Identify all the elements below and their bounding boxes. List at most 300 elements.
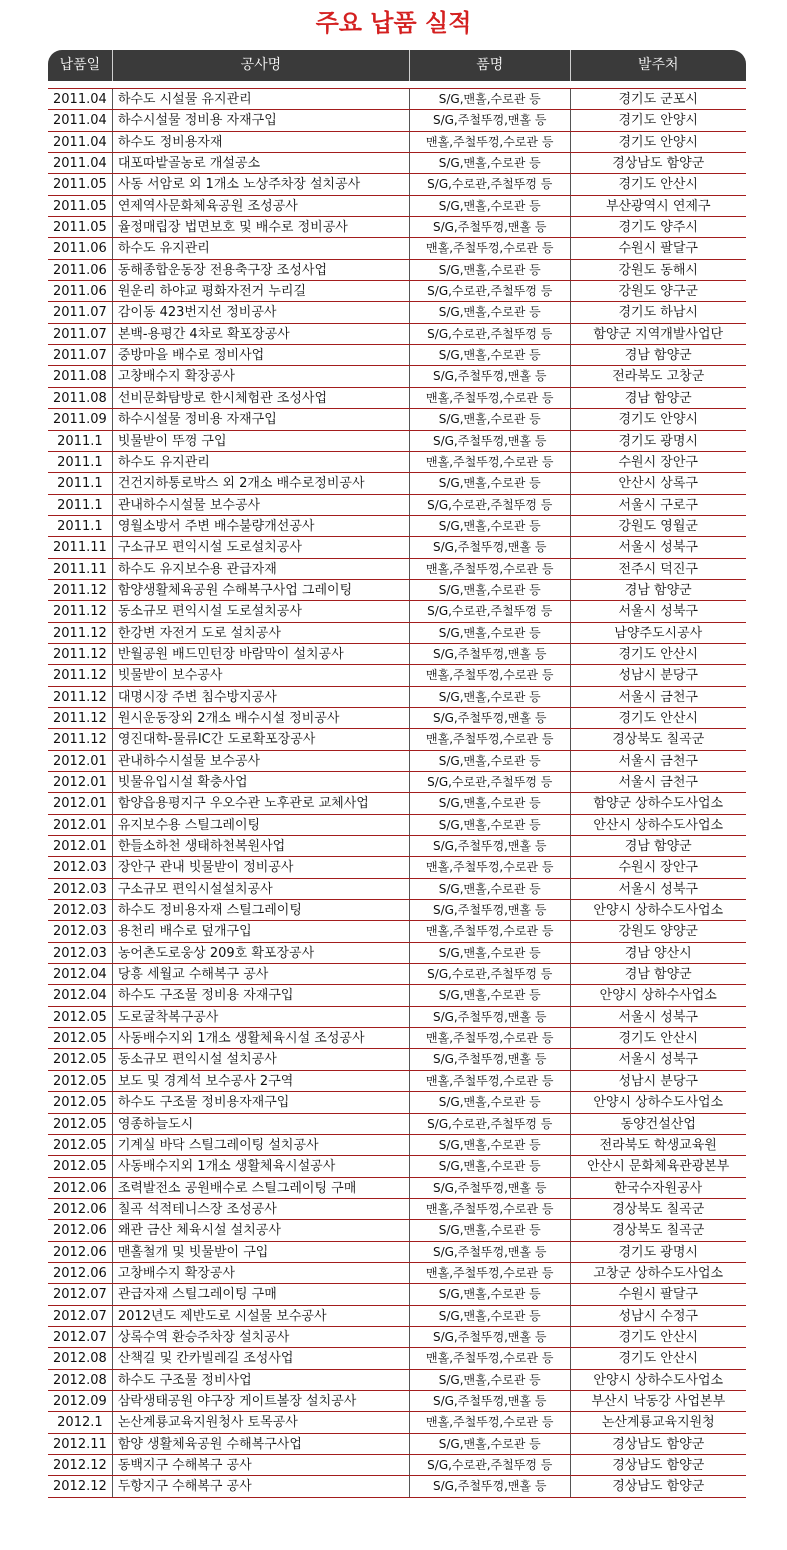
cell-delivery-date: 2012.07 xyxy=(48,1284,113,1304)
cell-product: 맨홀,주철뚜껑,수로관 등 xyxy=(410,388,571,408)
table-row xyxy=(48,921,746,942)
cell-delivery-date: 2012.04 xyxy=(48,964,113,984)
cell-product: 맨홀,주철뚜껑,수로관 등 xyxy=(410,1071,571,1091)
cell-project-name: 삼락생태공원 야구장 게이트볼장 설치공사 xyxy=(113,1391,410,1411)
table-row xyxy=(48,729,746,750)
table-row xyxy=(48,1327,746,1348)
cell-client: 서울시 성북구 xyxy=(618,881,698,897)
cell-product: S/G,맨홀,수로관 등 xyxy=(410,623,571,643)
table-row xyxy=(48,132,746,153)
cell-project-name: 빗물받이 보수공사 xyxy=(113,665,410,685)
cell-delivery-date: 2011.12 xyxy=(48,580,113,600)
cell-project-name: 동소규모 편익시설 도로설치공사 xyxy=(113,601,410,621)
cell-delivery-date: 2011.04 xyxy=(48,153,113,173)
cell-delivery-date: 2011.08 xyxy=(48,388,113,408)
cell-client: 경상북도 칠곡군 xyxy=(612,1223,705,1239)
table-row xyxy=(48,495,746,516)
cell-project-name: 함양생활체육공원 수해복구사업 그레이팅 xyxy=(113,580,410,600)
cell-client: 서울시 구로구 xyxy=(618,497,698,513)
cell-product: S/G,주철뚜껑,맨홀 등 xyxy=(410,836,571,856)
cell-client: 경기도 안산시 xyxy=(618,1329,698,1345)
cell-client: 고창군 상하수도사업소 xyxy=(593,1265,724,1281)
cell-delivery-date: 2011.12 xyxy=(48,729,113,749)
table-row xyxy=(48,772,746,793)
cell-delivery-date: 2012.05 xyxy=(48,1028,113,1048)
cell-client: 경상남도 함양군 xyxy=(612,1458,705,1473)
cell-product: S/G,수로관,주철뚜껑 등 xyxy=(410,964,571,984)
cell-product: S/G,수로관,주철뚜껑 등 xyxy=(410,1455,571,1475)
cell-product: S/G,주철뚜껑,맨홀 등 xyxy=(410,1007,571,1027)
cell-product: S/G,수로관,주철뚜껑 등 xyxy=(410,495,571,515)
table-row xyxy=(48,559,746,580)
cell-delivery-date: 2012.03 xyxy=(48,900,113,920)
table-row xyxy=(48,623,746,644)
table-row xyxy=(48,196,746,217)
cell-client: 논산계룡교육지원청 xyxy=(601,1415,715,1431)
table-row xyxy=(48,879,746,900)
cell-client: 경기도 안산시 xyxy=(618,710,698,726)
cell-project-name: 보도 및 경계석 보수공사 2구역 xyxy=(113,1071,410,1091)
cell-product: 맨홀,주철뚜껑,수로관 등 xyxy=(410,921,571,941)
cell-project-name: 용천리 배수로 덮개구입 xyxy=(113,921,410,941)
table-row xyxy=(48,452,746,473)
cell-client: 성남시 분당구 xyxy=(618,1073,698,1089)
cell-delivery-date: 2012.06 xyxy=(48,1263,113,1283)
cell-product: S/G,맨홀,수로관 등 xyxy=(410,1156,571,1176)
table-row xyxy=(48,857,746,878)
cell-product: S/G,수로관,주철뚜껑 등 xyxy=(410,281,571,301)
cell-delivery-date: 2011.12 xyxy=(48,687,113,707)
cell-delivery-date: 2011.11 xyxy=(48,559,113,579)
cell-project-name: 하수도 구조물 정비사업 xyxy=(113,1370,410,1390)
cell-client: 경남 함양군 xyxy=(624,390,692,406)
table-row xyxy=(48,302,746,323)
cell-project-name: 동소규모 편익시설 설치공사 xyxy=(113,1049,410,1069)
page-title: 주요 납품 실적 xyxy=(315,9,472,37)
cell-client: 경기도 안양시 xyxy=(618,113,698,129)
cell-project-name: 건건지하통로박스 외 2개소 배수로정비공사 xyxy=(113,473,410,493)
table-row xyxy=(48,110,746,131)
cell-product: 맨홀,주철뚜껑,수로관 등 xyxy=(410,665,571,685)
table-row xyxy=(48,580,746,601)
table-row xyxy=(48,366,746,387)
cell-project-name: 왜관 금산 체육시설 설치공사 xyxy=(113,1220,410,1240)
cell-client: 성남시 분당구 xyxy=(618,668,698,684)
cell-project-name: 상록수역 환승주차장 설치공사 xyxy=(113,1327,410,1347)
cell-delivery-date: 2012.01 xyxy=(48,751,113,771)
cell-product: S/G,맨홀,수로관 등 xyxy=(410,1135,571,1155)
cell-project-name: 맨홀철개 및 빗물받이 구입 xyxy=(113,1242,410,1262)
table-row xyxy=(48,751,746,772)
cell-client: 경남 양산시 xyxy=(624,945,692,961)
cell-delivery-date: 2011.1 xyxy=(48,495,113,515)
cell-client: 서울시 성북구 xyxy=(618,540,698,556)
cell-project-name: 도로굴착복구공사 xyxy=(113,1007,410,1027)
cell-client: 경기도 광명시 xyxy=(618,433,698,449)
cell-project-name: 유지보수용 스틸그레이팅 xyxy=(113,815,410,835)
table-row xyxy=(48,260,746,281)
cell-delivery-date: 2011.06 xyxy=(48,260,113,280)
cell-client: 전라북도 학생교육원 xyxy=(599,1137,717,1153)
cell-client: 수원시 장안구 xyxy=(618,860,698,876)
cell-client: 서울시 성북구 xyxy=(618,1009,698,1025)
cell-client: 경남 함양군 xyxy=(624,839,692,855)
cell-product: S/G,수로관,주철뚜껑 등 xyxy=(410,601,571,621)
cell-client: 강원도 양양군 xyxy=(618,924,698,940)
table-row xyxy=(48,345,746,366)
cell-client: 서울시 금천구 xyxy=(618,753,698,769)
cell-delivery-date: 2012.05 xyxy=(48,1135,113,1155)
cell-project-name: 기계실 바닥 스틸그레이팅 설치공사 xyxy=(113,1135,410,1155)
cell-delivery-date: 2011.1 xyxy=(48,452,113,472)
cell-client: 전주시 덕진구 xyxy=(618,561,698,577)
cell-project-name: 하수도 유지관리 xyxy=(113,238,410,258)
cell-delivery-date: 2012.03 xyxy=(48,943,113,963)
cell-delivery-date: 2011.09 xyxy=(48,409,113,429)
cell-delivery-date: 2011.1 xyxy=(48,431,113,451)
cell-product: S/G,맨홀,수로관 등 xyxy=(410,409,571,429)
cell-client: 경상남도 함양군 xyxy=(612,1436,705,1452)
cell-product: S/G,주철뚜껑,맨홀 등 xyxy=(410,708,571,728)
cell-project-name: 농어촌도로웅상 209호 확포장공사 xyxy=(113,943,410,963)
cell-client: 경남 함양군 xyxy=(624,967,692,983)
cell-client: 경기도 하남시 xyxy=(618,305,698,321)
table-row xyxy=(48,1263,746,1284)
cell-product: S/G,주철뚜껑,맨홀 등 xyxy=(410,366,571,386)
cell-product: S/G,맨홀,수로관 등 xyxy=(410,1284,571,1304)
cell-client: 안양시 상하수도사업소 xyxy=(593,1095,724,1111)
cell-product: S/G,주철뚜껑,맨홀 등 xyxy=(410,431,571,451)
table-row xyxy=(48,601,746,622)
cell-client: 안산시 상록구 xyxy=(618,476,698,492)
cell-product: S/G,맨홀,수로관 등 xyxy=(410,196,571,216)
cell-client: 서울시 금천구 xyxy=(618,689,698,705)
table-header xyxy=(48,50,746,81)
cell-project-name: 원시운동장외 2개소 배수시설 정비공사 xyxy=(113,708,410,728)
cell-delivery-date: 2012.11 xyxy=(48,1434,113,1454)
cell-product: 맨홀,주철뚜껑,수로관 등 xyxy=(410,559,571,579)
cell-client: 서울시 성북구 xyxy=(618,604,698,620)
cell-delivery-date: 2012.08 xyxy=(48,1370,113,1390)
cell-client: 동양건설산업 xyxy=(620,1116,696,1132)
table-row xyxy=(48,89,746,110)
cell-delivery-date: 2012.12 xyxy=(48,1455,113,1475)
cell-client: 경기도 안양시 xyxy=(618,412,698,428)
cell-project-name: 대명시장 주변 침수방지공사 xyxy=(113,687,410,707)
table-row xyxy=(48,409,746,430)
cell-project-name: 동백지구 수해복구 공사 xyxy=(113,1455,410,1475)
table-row xyxy=(48,1476,746,1497)
cell-delivery-date: 2011.06 xyxy=(48,281,113,301)
cell-product: S/G,주철뚜껑,맨홀 등 xyxy=(410,1327,571,1347)
cell-delivery-date: 2012.03 xyxy=(48,879,113,899)
table-row xyxy=(48,1370,746,1391)
table-row xyxy=(48,1049,746,1070)
cell-delivery-date: 2012.07 xyxy=(48,1306,113,1326)
cell-product: S/G,주철뚜껑,맨홀 등 xyxy=(410,1178,571,1198)
cell-client: 경기도 안산시 xyxy=(618,177,698,193)
cell-client: 안산시 상하수도사업소 xyxy=(593,817,724,833)
cell-delivery-date: 2012.08 xyxy=(48,1348,113,1368)
cell-client: 경상북도 칠곡군 xyxy=(612,732,705,748)
cell-project-name: 구소규모 편익시설설치공사 xyxy=(113,879,410,899)
cell-delivery-date: 2012.04 xyxy=(48,985,113,1005)
table-row xyxy=(48,793,746,814)
cell-project-name: 빗물유입시설 확충사업 xyxy=(113,772,410,792)
cell-project-name: 영월소방서 주변 배수불량개선공사 xyxy=(113,516,410,536)
cell-delivery-date: 2012.05 xyxy=(48,1156,113,1176)
cell-delivery-date: 2012.03 xyxy=(48,921,113,941)
cell-product: S/G,맨홀,수로관 등 xyxy=(410,260,571,280)
cell-project-name: 선비문화탐방로 한시체험관 조성사업 xyxy=(113,388,410,408)
cell-delivery-date: 2012.05 xyxy=(48,1049,113,1069)
table-row xyxy=(48,836,746,857)
cell-product: 맨홀,주철뚜껑,수로관 등 xyxy=(410,1199,571,1219)
cell-product: S/G,수로관,주철뚜껑 등 xyxy=(410,174,571,194)
cell-project-name: 하수도 유지관리 xyxy=(113,452,410,472)
cell-client: 경기도 안산시 xyxy=(618,646,698,662)
table-row xyxy=(48,687,746,708)
cell-product: S/G,수로관,주철뚜껑 등 xyxy=(410,324,571,344)
table-row xyxy=(48,1114,746,1135)
table-row xyxy=(48,1071,746,1092)
cell-project-name: 반월공원 배드민턴장 바람막이 설치공사 xyxy=(113,644,410,664)
table-row xyxy=(48,1007,746,1028)
cell-delivery-date: 2011.12 xyxy=(48,623,113,643)
cell-client: 경남 함양군 xyxy=(624,582,692,598)
cell-delivery-date: 2011.1 xyxy=(48,516,113,536)
cell-client: 부산광역시 연제구 xyxy=(605,198,711,214)
cell-product: S/G,주철뚜껑,맨홀 등 xyxy=(410,1049,571,1069)
cell-product: 맨홀,주철뚜껑,수로관 등 xyxy=(410,452,571,472)
cell-delivery-date: 2011.12 xyxy=(48,665,113,685)
cell-product: S/G,맨홀,수로관 등 xyxy=(410,1092,571,1112)
cell-project-name: 함양읍용평지구 우오수관 노후관로 교체사업 xyxy=(113,793,410,813)
table-row xyxy=(48,1391,746,1412)
cell-delivery-date: 2012.05 xyxy=(48,1092,113,1112)
table-row xyxy=(48,1412,746,1433)
cell-project-name: 사동 서암로 외 1개소 노상주차장 설치공사 xyxy=(113,174,410,194)
cell-delivery-date: 2011.08 xyxy=(48,366,113,386)
cell-client: 경기도 군포시 xyxy=(618,92,698,107)
cell-product: S/G,맨홀,수로관 등 xyxy=(410,687,571,707)
cell-client: 남양주도시공사 xyxy=(614,625,703,641)
cell-project-name: 함양 생활체육공원 수해복구사업 xyxy=(113,1434,410,1454)
cell-product: S/G,주철뚜껑,맨홀 등 xyxy=(410,1242,571,1262)
cell-client: 부산시 낙동강 사업본부 xyxy=(591,1393,726,1409)
cell-product: S/G,맨홀,수로관 등 xyxy=(410,1306,571,1326)
cell-client: 안양시 상하수사업소 xyxy=(599,988,717,1004)
cell-delivery-date: 2011.07 xyxy=(48,324,113,344)
cell-delivery-date: 2012.01 xyxy=(48,815,113,835)
cell-client: 수원시 팔달구 xyxy=(618,1287,698,1303)
cell-client: 성남시 수정구 xyxy=(618,1308,698,1324)
cell-product: S/G,맨홀,수로관 등 xyxy=(410,1220,571,1240)
table-body xyxy=(48,88,746,1498)
cell-product: S/G,맨홀,수로관 등 xyxy=(410,815,571,835)
cell-delivery-date: 2011.06 xyxy=(48,238,113,258)
cell-delivery-date: 2011.07 xyxy=(48,345,113,365)
cell-client: 함양군 상하수도사업소 xyxy=(593,796,724,812)
cell-delivery-date: 2012.05 xyxy=(48,1007,113,1027)
cell-project-name: 구소규모 편익시설 도로설치공사 xyxy=(113,537,410,557)
cell-client: 강원도 동해시 xyxy=(618,262,698,278)
table-row xyxy=(48,1178,746,1199)
cell-product: 맨홀,주철뚜껑,수로관 등 xyxy=(410,1348,571,1368)
cell-project-name: 하수시설물 정비용 자재구입 xyxy=(113,409,410,429)
table-row xyxy=(48,1135,746,1156)
cell-delivery-date: 2011.04 xyxy=(48,110,113,130)
cell-product: S/G,주철뚜껑,맨홀 등 xyxy=(410,900,571,920)
cell-project-name: 원운리 하야교 평화자전거 누리길 xyxy=(113,281,410,301)
cell-product: S/G,맨홀,수로관 등 xyxy=(410,879,571,899)
cell-product: S/G,주철뚜껑,맨홀 등 xyxy=(410,1391,571,1411)
table-row xyxy=(48,1220,746,1241)
cell-product: S/G,맨홀,수로관 등 xyxy=(410,345,571,365)
cell-product: 맨홀,주철뚜껑,수로관 등 xyxy=(410,132,571,152)
cell-project-name: 감이동 423번지선 정비공사 xyxy=(113,302,410,322)
table-row xyxy=(48,1028,746,1049)
cell-client: 경남 함양군 xyxy=(624,348,692,364)
cell-project-name: 율정매립장 법면보호 및 배수로 정비공사 xyxy=(113,217,410,237)
cell-delivery-date: 2012.01 xyxy=(48,772,113,792)
cell-product: S/G,수로관,주철뚜껑 등 xyxy=(410,772,571,792)
cell-product: S/G,맨홀,수로관 등 xyxy=(410,751,571,771)
cell-delivery-date: 2011.12 xyxy=(48,601,113,621)
cell-product: S/G,맨홀,수로관 등 xyxy=(410,985,571,1005)
cell-project-name: 중방마을 배수로 정비사업 xyxy=(113,345,410,365)
cell-project-name: 동해종합운동장 전용축구장 조성사업 xyxy=(113,260,410,280)
cell-project-name: 하수도 구조물 정비용자재구입 xyxy=(113,1092,410,1112)
cell-product: S/G,주철뚜껑,맨홀 등 xyxy=(410,110,571,130)
cell-project-name: 하수시설물 정비용 자재구입 xyxy=(113,110,410,130)
cell-product: S/G,맨홀,수로관 등 xyxy=(410,943,571,963)
table-row xyxy=(48,1455,746,1476)
cell-client: 경기도 안산시 xyxy=(618,1031,698,1047)
cell-delivery-date: 2011.05 xyxy=(48,196,113,216)
cell-project-name: 연제역사문화체육공원 조성공사 xyxy=(113,196,410,216)
table-row xyxy=(48,964,746,985)
table-row xyxy=(48,217,746,238)
cell-client: 한국수자원공사 xyxy=(614,1180,703,1196)
cell-product: 맨홀,주철뚜껑,수로관 등 xyxy=(410,238,571,258)
cell-project-name: 관급자재 스틸그레이팅 구매 xyxy=(113,1284,410,1304)
cell-client: 안양시 상하수도사업소 xyxy=(593,1372,724,1388)
cell-delivery-date: 2011.12 xyxy=(48,708,113,728)
cell-delivery-date: 2011.04 xyxy=(48,89,113,109)
table-row xyxy=(48,1434,746,1455)
cell-client: 경상북도 칠곡군 xyxy=(612,1201,705,1217)
cell-client: 전라북도 고창군 xyxy=(612,369,705,385)
cell-project-name: 하수도 유지보수용 관급자재 xyxy=(113,559,410,579)
cell-project-name: 본백-용평간 4차로 확포장공사 xyxy=(113,324,410,344)
table-row xyxy=(48,815,746,836)
cell-project-name: 당흥 세월교 수해복구 공사 xyxy=(113,964,410,984)
table-row xyxy=(48,943,746,964)
delivery-record-table xyxy=(48,50,746,1498)
cell-project-name: 하수도 시설물 유지관리 xyxy=(113,89,410,109)
cell-client: 경상남도 함양군 xyxy=(612,1479,705,1495)
cell-project-name: 한강변 자전거 도로 설치공사 xyxy=(113,623,410,643)
cell-client: 안산시 문화체육관광본부 xyxy=(587,1159,730,1175)
cell-product: 맨홀,주철뚜껑,수로관 등 xyxy=(410,1263,571,1283)
cell-project-name: 영진대학-물류IC간 도로확포장공사 xyxy=(113,729,410,749)
cell-product: 맨홀,주철뚜껑,수로관 등 xyxy=(410,1412,571,1432)
cell-product: 맨홀,주철뚜껑,수로관 등 xyxy=(410,729,571,749)
table-row xyxy=(48,473,746,494)
cell-project-name: 하수도 구조물 정비용 자재구입 xyxy=(113,985,410,1005)
table-row xyxy=(48,900,746,921)
cell-product: S/G,맨홀,수로관 등 xyxy=(410,1370,571,1390)
cell-delivery-date: 2011.05 xyxy=(48,217,113,237)
cell-client: 서울시 금천구 xyxy=(618,775,698,790)
cell-project-name: 논산계룡교육지원청사 토목공사 xyxy=(113,1412,410,1432)
table-row xyxy=(48,516,746,537)
table-row xyxy=(48,1306,746,1327)
cell-delivery-date: 2012.12 xyxy=(48,1476,113,1496)
cell-client: 경기도 양주시 xyxy=(618,220,698,236)
cell-delivery-date: 2012.06 xyxy=(48,1178,113,1198)
cell-project-name: 고창배수지 확장공사 xyxy=(113,1263,410,1283)
cell-product: S/G,수로관,주철뚜껑 등 xyxy=(410,1114,571,1134)
cell-product: 맨홀,주철뚜껑,수로관 등 xyxy=(410,1028,571,1048)
table-row xyxy=(48,1348,746,1369)
cell-delivery-date: 2011.07 xyxy=(48,302,113,322)
cell-client: 함양군 지역개발사업단 xyxy=(593,326,724,342)
header-project-name: 공사명 xyxy=(113,50,410,81)
cell-client: 경기도 안산시 xyxy=(618,1351,698,1367)
cell-product: S/G,맨홀,수로관 등 xyxy=(410,153,571,173)
cell-delivery-date: 2012.06 xyxy=(48,1220,113,1240)
cell-client: 안양시 상하수도사업소 xyxy=(593,903,724,919)
cell-client: 경기도 광명시 xyxy=(618,1244,698,1260)
cell-client: 강원도 영월군 xyxy=(618,518,698,534)
cell-delivery-date: 2012.01 xyxy=(48,793,113,813)
table-row xyxy=(48,708,746,729)
cell-delivery-date: 2012.07 xyxy=(48,1327,113,1347)
cell-delivery-date: 2012.01 xyxy=(48,836,113,856)
cell-client: 경기도 안양시 xyxy=(618,134,698,150)
cell-product: S/G,맨홀,수로관 등 xyxy=(410,1434,571,1454)
table-row xyxy=(48,388,746,409)
table-row xyxy=(48,1092,746,1113)
table-row xyxy=(48,1156,746,1177)
cell-product: S/G,맨홀,수로관 등 xyxy=(410,793,571,813)
table-row xyxy=(48,644,746,665)
cell-product: S/G,맨홀,수로관 등 xyxy=(410,580,571,600)
cell-project-name: 관내하수시설물 보수공사 xyxy=(113,751,410,771)
table-row xyxy=(48,985,746,1006)
cell-client: 강원도 양구군 xyxy=(618,284,698,300)
cell-product: 맨홀,주철뚜껑,수로관 등 xyxy=(410,857,571,877)
cell-project-name: 2012년도 제반도로 시설물 보수공사 xyxy=(113,1306,410,1326)
cell-project-name: 빗물받이 뚜껑 구입 xyxy=(113,431,410,451)
cell-delivery-date: 2012.05 xyxy=(48,1071,113,1091)
cell-project-name: 사동배수지외 1개소 생활체육시설 조성공사 xyxy=(113,1028,410,1048)
cell-delivery-date: 2011.12 xyxy=(48,644,113,664)
cell-delivery-date: 2011.1 xyxy=(48,473,113,493)
cell-project-name: 영종하늘도시 xyxy=(113,1114,410,1134)
header-client: 발주처 xyxy=(637,57,679,73)
table-row xyxy=(48,665,746,686)
cell-product: S/G,맨홀,수로관 등 xyxy=(410,473,571,493)
cell-project-name: 사동배수지외 1개소 생활체육시설공사 xyxy=(113,1156,410,1176)
table-row xyxy=(48,324,746,345)
cell-delivery-date: 2011.05 xyxy=(48,174,113,194)
cell-delivery-date: 2011.04 xyxy=(48,132,113,152)
cell-project-name: 조력발전소 공원배수로 스틸그레이팅 구매 xyxy=(113,1178,410,1198)
cell-product: S/G,맨홀,수로관 등 xyxy=(410,89,571,109)
